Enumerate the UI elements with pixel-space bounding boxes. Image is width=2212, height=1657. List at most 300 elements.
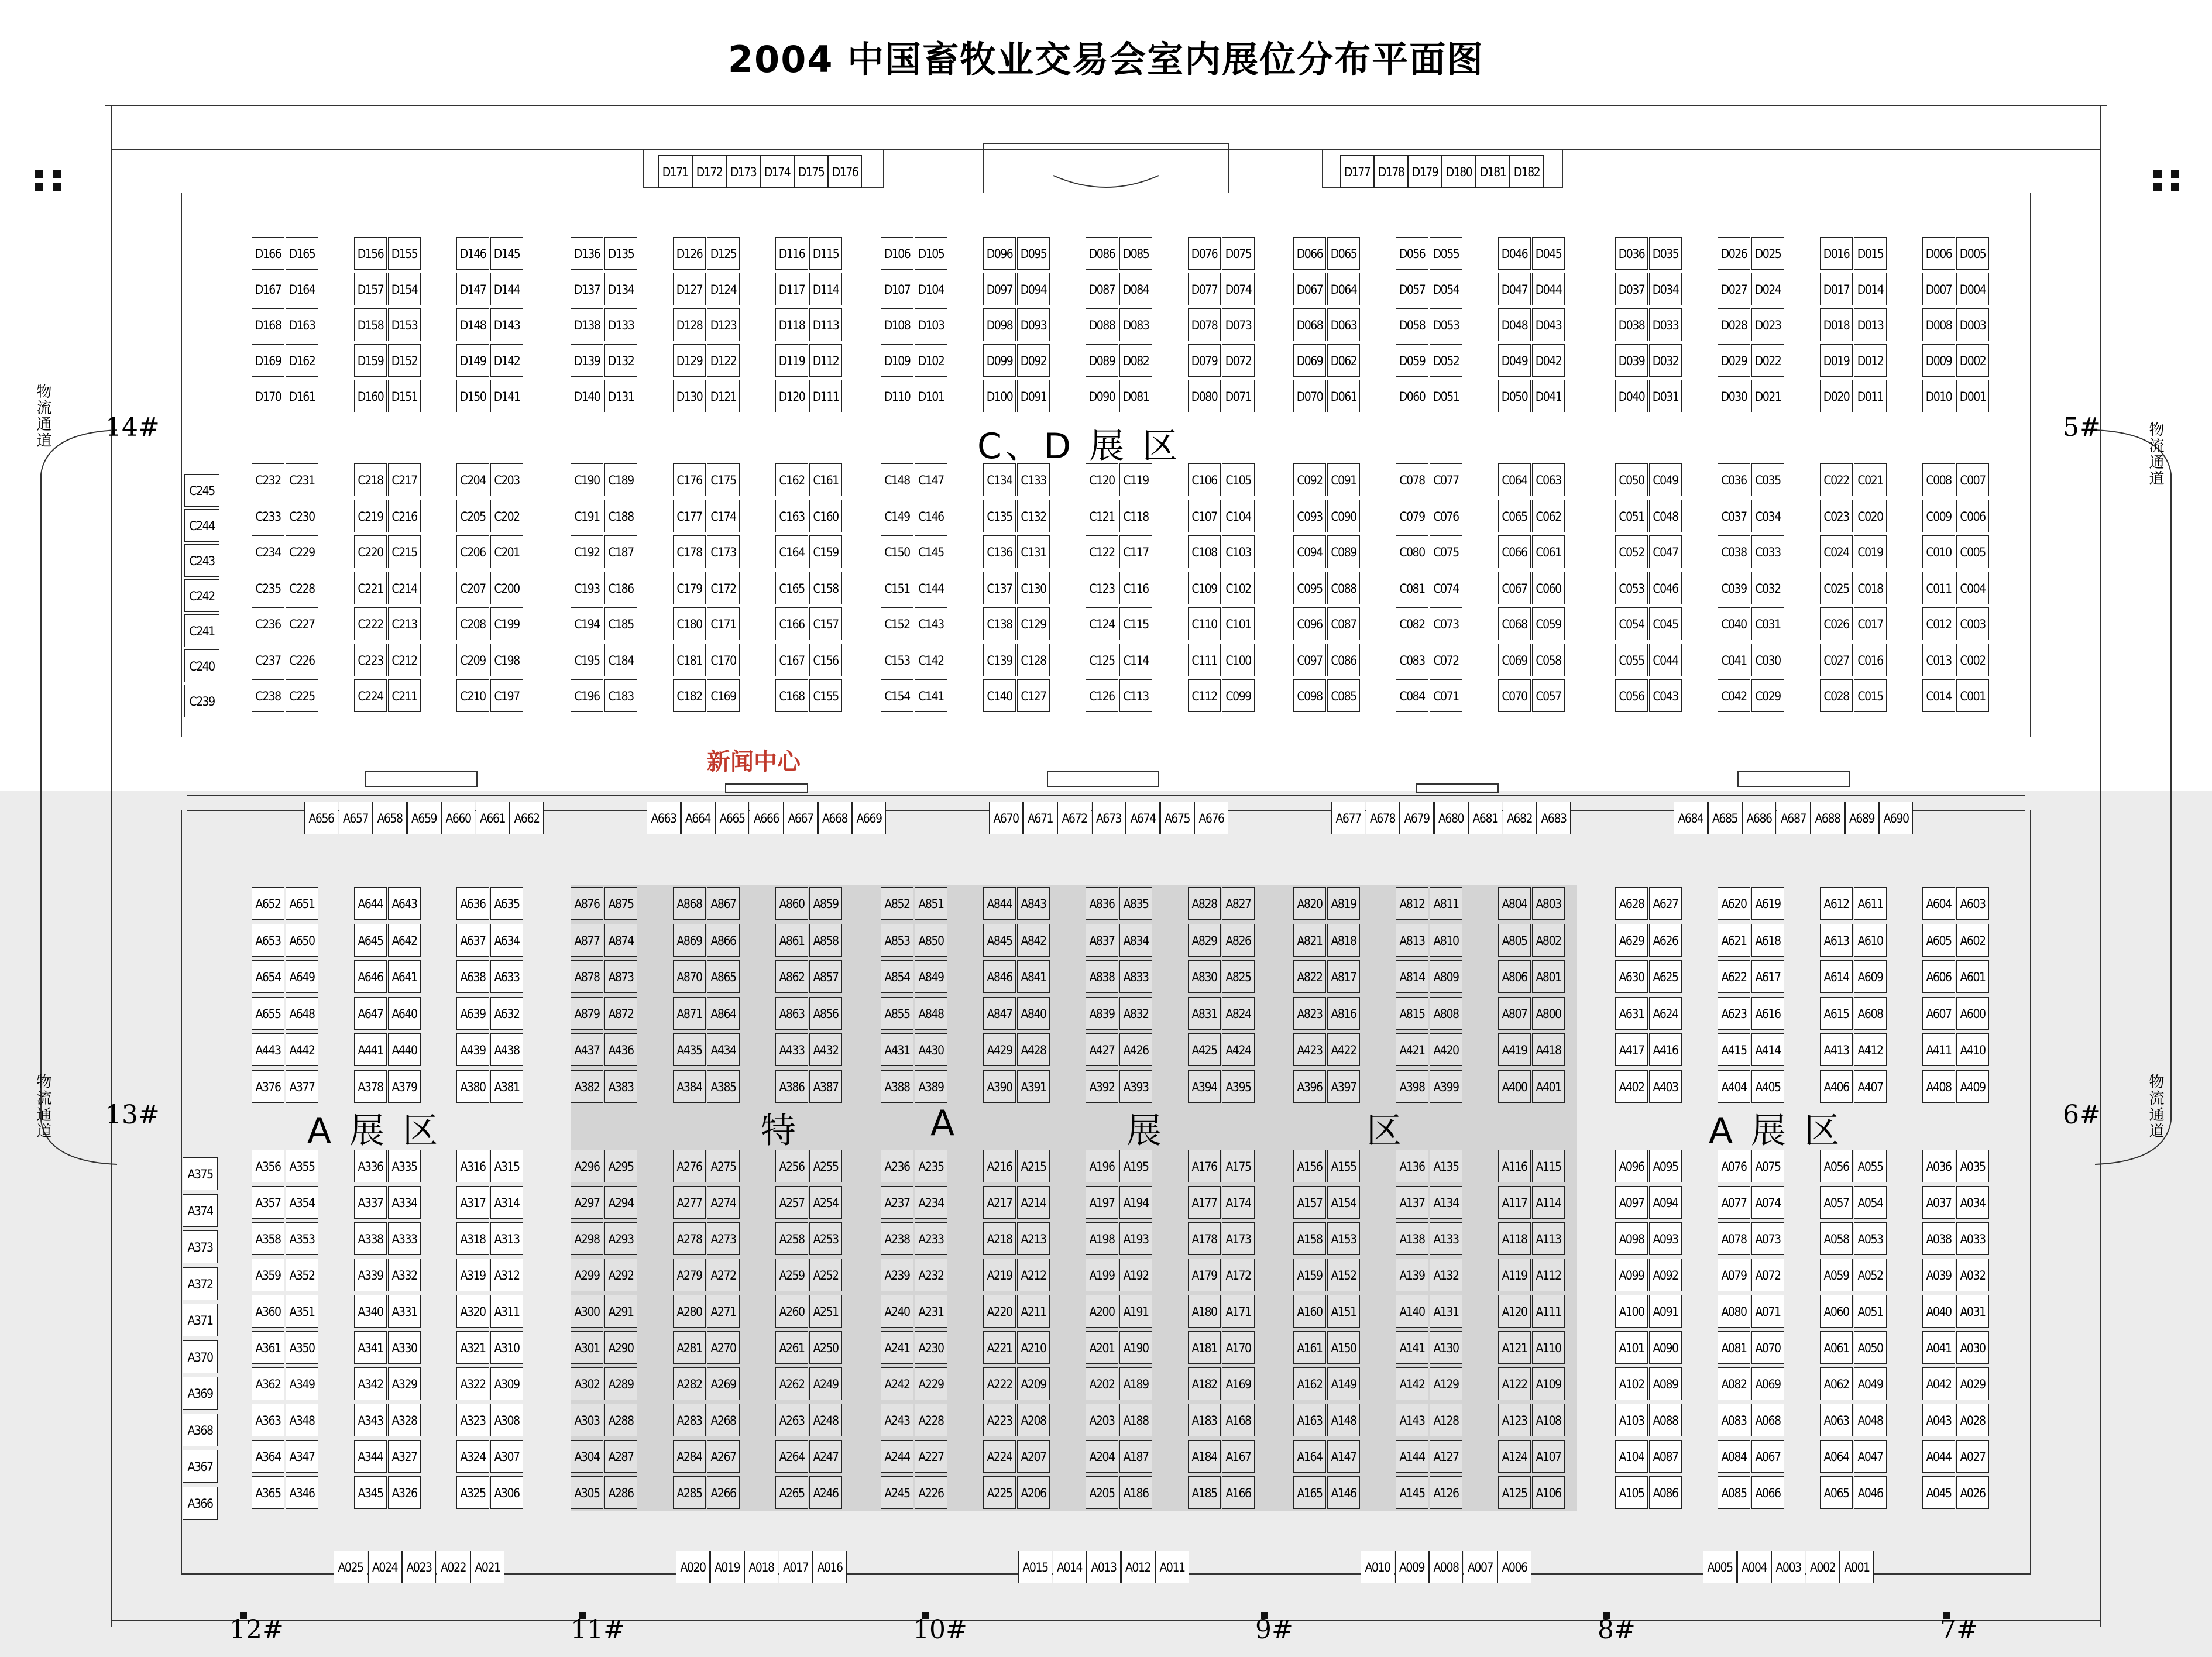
booth-d051[interactable]: D051	[1430, 380, 1462, 412]
booth-a657[interactable]: A657	[339, 802, 373, 834]
booth-a390[interactable]: A390	[983, 1070, 1016, 1103]
booth-d166[interactable]: D166	[252, 237, 284, 270]
booth-a107[interactable]: A107	[1532, 1440, 1565, 1473]
booth-a384[interactable]: A384	[673, 1070, 706, 1103]
booth-d073[interactable]: D073	[1222, 308, 1255, 341]
booth-a255[interactable]: A255	[809, 1150, 842, 1182]
booth-c095[interactable]: C095	[1293, 572, 1326, 604]
booth-a317[interactable]: A317	[456, 1186, 489, 1219]
booth-c043[interactable]: C043	[1649, 679, 1682, 712]
booth-d091[interactable]: D091	[1017, 380, 1050, 412]
booth-a633[interactable]: A633	[490, 960, 523, 993]
booth-a358[interactable]: A358	[252, 1222, 284, 1255]
booth-a813[interactable]: A813	[1396, 924, 1428, 957]
booth-a303[interactable]: A303	[571, 1404, 603, 1436]
booth-c022[interactable]: C022	[1820, 463, 1853, 496]
booth-c097[interactable]: C097	[1293, 644, 1326, 676]
booth-d089[interactable]: D089	[1086, 344, 1118, 377]
booth-a388[interactable]: A388	[881, 1070, 913, 1103]
booth-d112[interactable]: D112	[809, 344, 842, 377]
booth-c215[interactable]: C215	[388, 535, 421, 568]
booth-a413[interactable]: A413	[1820, 1033, 1853, 1066]
booth-d034[interactable]: D034	[1649, 273, 1682, 305]
booth-c211[interactable]: C211	[388, 679, 421, 712]
booth-a305[interactable]: A305	[571, 1476, 603, 1509]
booth-d015[interactable]: D015	[1854, 237, 1887, 270]
booth-a243[interactable]: A243	[881, 1404, 913, 1436]
booth-c166[interactable]: C166	[775, 607, 808, 640]
booth-a098[interactable]: A098	[1615, 1222, 1648, 1255]
booth-a257[interactable]: A257	[775, 1186, 808, 1219]
booth-d096[interactable]: D096	[983, 237, 1016, 270]
booth-d047[interactable]: D047	[1498, 273, 1531, 305]
booth-a627[interactable]: A627	[1649, 887, 1682, 920]
booth-a368[interactable]: A368	[183, 1414, 218, 1446]
booth-a286[interactable]: A286	[604, 1476, 637, 1509]
booth-a230[interactable]: A230	[915, 1331, 947, 1364]
booth-a872[interactable]: A872	[604, 997, 637, 1030]
booth-a875[interactable]: A875	[604, 887, 637, 920]
booth-a278[interactable]: A278	[673, 1222, 706, 1255]
booth-d093[interactable]: D093	[1017, 308, 1050, 341]
booth-c138[interactable]: C138	[983, 607, 1016, 640]
booth-c082[interactable]: C082	[1396, 607, 1428, 640]
booth-d012[interactable]: D012	[1854, 344, 1887, 377]
booth-a860[interactable]: A860	[775, 887, 808, 920]
booth-c180[interactable]: C180	[673, 607, 706, 640]
booth-a806[interactable]: A806	[1498, 960, 1531, 993]
booth-c025[interactable]: C025	[1820, 572, 1853, 604]
booth-a869[interactable]: A869	[673, 924, 706, 957]
booth-a048[interactable]: A048	[1854, 1404, 1887, 1436]
booth-a029[interactable]: A029	[1956, 1367, 1989, 1400]
booth-a244[interactable]: A244	[881, 1440, 913, 1473]
booth-d027[interactable]: D027	[1718, 273, 1750, 305]
booth-d179[interactable]: D179	[1408, 155, 1442, 188]
booth-c105[interactable]: C105	[1222, 463, 1255, 496]
booth-c010[interactable]: C010	[1922, 535, 1955, 568]
booth-c193[interactable]: C193	[571, 572, 603, 604]
booth-c109[interactable]: C109	[1188, 572, 1221, 604]
booth-d163[interactable]: D163	[286, 308, 318, 341]
booth-c031[interactable]: C031	[1751, 607, 1784, 640]
booth-d136[interactable]: D136	[571, 237, 603, 270]
booth-c118[interactable]: C118	[1119, 500, 1152, 532]
booth-a632[interactable]: A632	[490, 997, 523, 1030]
booth-a260[interactable]: A260	[775, 1295, 808, 1328]
booth-a849[interactable]: A849	[915, 960, 947, 993]
booth-a092[interactable]: A092	[1649, 1259, 1682, 1291]
booth-a365[interactable]: A365	[252, 1476, 284, 1509]
booth-a442[interactable]: A442	[286, 1033, 318, 1066]
booth-a618[interactable]: A618	[1751, 924, 1784, 957]
booth-a878[interactable]: A878	[571, 960, 603, 993]
booth-c012[interactable]: C012	[1922, 607, 1955, 640]
booth-a876[interactable]: A876	[571, 887, 603, 920]
booth-a091[interactable]: A091	[1649, 1295, 1682, 1328]
booth-a298[interactable]: A298	[571, 1222, 603, 1255]
booth-d114[interactable]: D114	[809, 273, 842, 305]
booth-a373[interactable]: A373	[183, 1230, 218, 1263]
booth-d055[interactable]: D055	[1430, 237, 1462, 270]
booth-d120[interactable]: D120	[775, 380, 808, 412]
booth-c128[interactable]: C128	[1017, 644, 1050, 676]
booth-c032[interactable]: C032	[1751, 572, 1784, 604]
booth-a226[interactable]: A226	[915, 1476, 947, 1509]
booth-a678[interactable]: A678	[1366, 802, 1400, 834]
booth-c179[interactable]: C179	[673, 572, 706, 604]
booth-a670[interactable]: A670	[989, 802, 1023, 834]
booth-a653[interactable]: A653	[252, 924, 284, 957]
booth-c212[interactable]: C212	[388, 644, 421, 676]
booth-c021[interactable]: C021	[1854, 463, 1887, 496]
booth-c094[interactable]: C094	[1293, 535, 1326, 568]
booth-c231[interactable]: C231	[286, 463, 318, 496]
booth-a807[interactable]: A807	[1498, 997, 1531, 1030]
booth-a031[interactable]: A031	[1956, 1295, 1989, 1328]
booth-a614[interactable]: A614	[1820, 960, 1853, 993]
booth-c058[interactable]: C058	[1532, 644, 1565, 676]
booth-c200[interactable]: C200	[490, 572, 523, 604]
booth-a280[interactable]: A280	[673, 1295, 706, 1328]
booth-a209[interactable]: A209	[1017, 1367, 1050, 1400]
booth-a194[interactable]: A194	[1119, 1186, 1152, 1219]
booth-a232[interactable]: A232	[915, 1259, 947, 1291]
booth-a218[interactable]: A218	[983, 1222, 1016, 1255]
booth-d092[interactable]: D092	[1017, 344, 1050, 377]
booth-c107[interactable]: C107	[1188, 500, 1221, 532]
booth-c137[interactable]: C137	[983, 572, 1016, 604]
booth-c091[interactable]: C091	[1327, 463, 1360, 496]
booth-d098[interactable]: D098	[983, 308, 1016, 341]
booth-c183[interactable]: C183	[604, 679, 637, 712]
booth-c144[interactable]: C144	[915, 572, 947, 604]
booth-c009[interactable]: C009	[1922, 500, 1955, 532]
booth-a357[interactable]: A357	[252, 1186, 284, 1219]
booth-d002[interactable]: D002	[1956, 344, 1989, 377]
booth-a059[interactable]: A059	[1820, 1259, 1853, 1291]
booth-a225[interactable]: A225	[983, 1476, 1016, 1509]
booth-c235[interactable]: C235	[252, 572, 284, 604]
booth-a398[interactable]: A398	[1396, 1070, 1428, 1103]
booth-a215[interactable]: A215	[1017, 1150, 1050, 1182]
booth-a084[interactable]: A084	[1718, 1440, 1750, 1473]
booth-d175[interactable]: D175	[794, 155, 828, 188]
booth-c170[interactable]: C170	[707, 644, 740, 676]
booth-a246[interactable]: A246	[809, 1476, 842, 1509]
booth-a827[interactable]: A827	[1222, 887, 1255, 920]
booth-c142[interactable]: C142	[915, 644, 947, 676]
booth-c073[interactable]: C073	[1430, 607, 1462, 640]
booth-c093[interactable]: C093	[1293, 500, 1326, 532]
booth-a340[interactable]: A340	[354, 1295, 387, 1328]
booth-a336[interactable]: A336	[354, 1150, 387, 1182]
booth-a393[interactable]: A393	[1119, 1070, 1152, 1103]
booth-c006[interactable]: C006	[1956, 500, 1989, 532]
booth-a097[interactable]: A097	[1615, 1186, 1648, 1219]
booth-a030[interactable]: A030	[1956, 1331, 1989, 1364]
booth-a071[interactable]: A071	[1751, 1295, 1784, 1328]
booth-c081[interactable]: C081	[1396, 572, 1428, 604]
booth-c099[interactable]: C099	[1222, 679, 1255, 712]
booth-d036[interactable]: D036	[1615, 237, 1648, 270]
booth-d180[interactable]: D180	[1442, 155, 1476, 188]
booth-a874[interactable]: A874	[604, 924, 637, 957]
booth-c172[interactable]: C172	[707, 572, 740, 604]
booth-a635[interactable]: A635	[490, 887, 523, 920]
booth-a420[interactable]: A420	[1430, 1033, 1462, 1066]
booth-a361[interactable]: A361	[252, 1331, 284, 1364]
booth-a007[interactable]: A007	[1464, 1551, 1497, 1583]
booth-a426[interactable]: A426	[1119, 1033, 1152, 1066]
booth-d142[interactable]: D142	[490, 344, 523, 377]
booth-c038[interactable]: C038	[1718, 535, 1750, 568]
booth-a296[interactable]: A296	[571, 1150, 603, 1182]
booth-a014[interactable]: A014	[1053, 1551, 1087, 1583]
booth-a815[interactable]: A815	[1396, 997, 1428, 1030]
booth-a404[interactable]: A404	[1718, 1070, 1750, 1103]
booth-a391[interactable]: A391	[1017, 1070, 1050, 1103]
booth-a130[interactable]: A130	[1430, 1331, 1462, 1364]
booth-d054[interactable]: D054	[1430, 273, 1462, 305]
booth-a346[interactable]: A346	[286, 1476, 318, 1509]
booth-a231[interactable]: A231	[915, 1295, 947, 1328]
booth-c226[interactable]: C226	[286, 644, 318, 676]
booth-a069[interactable]: A069	[1751, 1367, 1784, 1400]
booth-d064[interactable]: D064	[1327, 273, 1360, 305]
booth-c129[interactable]: C129	[1017, 607, 1050, 640]
booth-a241[interactable]: A241	[881, 1331, 913, 1364]
booth-a430[interactable]: A430	[915, 1033, 947, 1066]
booth-a284[interactable]: A284	[673, 1440, 706, 1473]
booth-a877[interactable]: A877	[571, 924, 603, 957]
booth-a164[interactable]: A164	[1293, 1440, 1326, 1473]
booth-a800[interactable]: A800	[1532, 997, 1565, 1030]
booth-a210[interactable]: A210	[1017, 1331, 1050, 1364]
booth-a682[interactable]: A682	[1503, 802, 1537, 834]
booth-d174[interactable]: D174	[760, 155, 794, 188]
booth-a122[interactable]: A122	[1498, 1367, 1531, 1400]
booth-c225[interactable]: C225	[286, 679, 318, 712]
booth-a240[interactable]: A240	[881, 1295, 913, 1328]
booth-c182[interactable]: C182	[673, 679, 706, 712]
booth-a396[interactable]: A396	[1293, 1070, 1326, 1103]
booth-c195[interactable]: C195	[571, 644, 603, 676]
booth-c223[interactable]: C223	[354, 644, 387, 676]
booth-d148[interactable]: D148	[456, 308, 489, 341]
booth-a641[interactable]: A641	[388, 960, 421, 993]
booth-a399[interactable]: A399	[1430, 1070, 1462, 1103]
booth-d154[interactable]: D154	[388, 273, 421, 305]
booth-a197[interactable]: A197	[1086, 1186, 1118, 1219]
booth-a025[interactable]: A025	[334, 1551, 367, 1583]
booth-d078[interactable]: D078	[1188, 308, 1221, 341]
booth-a671[interactable]: A671	[1023, 802, 1057, 834]
booth-c049[interactable]: C049	[1649, 463, 1682, 496]
booth-a120[interactable]: A120	[1498, 1295, 1531, 1328]
booth-c157[interactable]: C157	[809, 607, 842, 640]
booth-d042[interactable]: D042	[1532, 344, 1565, 377]
booth-d017[interactable]: D017	[1820, 273, 1853, 305]
booth-d019[interactable]: D019	[1820, 344, 1853, 377]
booth-a363[interactable]: A363	[252, 1404, 284, 1436]
booth-a409[interactable]: A409	[1956, 1070, 1989, 1103]
booth-c053[interactable]: C053	[1615, 572, 1648, 604]
booth-a153[interactable]: A153	[1327, 1222, 1360, 1255]
booth-a159[interactable]: A159	[1293, 1259, 1326, 1291]
booth-d147[interactable]: D147	[456, 273, 489, 305]
booth-a432[interactable]: A432	[809, 1033, 842, 1066]
booth-a636[interactable]: A636	[456, 887, 489, 920]
booth-c165[interactable]: C165	[775, 572, 808, 604]
booth-a295[interactable]: A295	[604, 1150, 637, 1182]
booth-d117[interactable]: D117	[775, 273, 808, 305]
booth-d033[interactable]: D033	[1649, 308, 1682, 341]
booth-c037[interactable]: C037	[1718, 500, 1750, 532]
booth-c176[interactable]: C176	[673, 463, 706, 496]
booth-c136[interactable]: C136	[983, 535, 1016, 568]
booth-a379[interactable]: A379	[388, 1070, 421, 1103]
booth-c150[interactable]: C150	[881, 535, 913, 568]
booth-d162[interactable]: D162	[286, 344, 318, 377]
booth-d031[interactable]: D031	[1649, 380, 1682, 412]
booth-d026[interactable]: D026	[1718, 237, 1750, 270]
booth-a350[interactable]: A350	[286, 1331, 318, 1364]
booth-d060[interactable]: D060	[1396, 380, 1428, 412]
booth-a859[interactable]: A859	[809, 887, 842, 920]
booth-a171[interactable]: A171	[1222, 1295, 1255, 1328]
booth-a106[interactable]: A106	[1532, 1476, 1565, 1509]
booth-a622[interactable]: A622	[1718, 960, 1750, 993]
booth-a843[interactable]: A843	[1017, 887, 1050, 920]
booth-c113[interactable]: C113	[1119, 679, 1152, 712]
booth-a330[interactable]: A330	[388, 1331, 421, 1364]
booth-a857[interactable]: A857	[809, 960, 842, 993]
booth-c154[interactable]: C154	[881, 679, 913, 712]
booth-a854[interactable]: A854	[881, 960, 913, 993]
booth-a140[interactable]: A140	[1396, 1295, 1428, 1328]
booth-a192[interactable]: A192	[1119, 1259, 1152, 1291]
booth-c075[interactable]: C075	[1430, 535, 1462, 568]
booth-d081[interactable]: D081	[1119, 380, 1152, 412]
booth-a846[interactable]: A846	[983, 960, 1016, 993]
booth-a810[interactable]: A810	[1430, 924, 1462, 957]
booth-a674[interactable]: A674	[1126, 802, 1160, 834]
booth-d128[interactable]: D128	[673, 308, 706, 341]
booth-a302[interactable]: A302	[571, 1367, 603, 1400]
booth-a352[interactable]: A352	[286, 1259, 318, 1291]
booth-a411[interactable]: A411	[1922, 1033, 1955, 1066]
booth-a685[interactable]: A685	[1708, 802, 1742, 834]
booth-a195[interactable]: A195	[1119, 1150, 1152, 1182]
booth-a138[interactable]: A138	[1396, 1222, 1428, 1255]
booth-d165[interactable]: D165	[286, 237, 318, 270]
booth-c112[interactable]: C112	[1188, 679, 1221, 712]
booth-c140[interactable]: C140	[983, 679, 1016, 712]
booth-d119[interactable]: D119	[775, 344, 808, 377]
booth-c030[interactable]: C030	[1751, 644, 1784, 676]
booth-c014[interactable]: C014	[1922, 679, 1955, 712]
booth-d083[interactable]: D083	[1119, 308, 1152, 341]
booth-a341[interactable]: A341	[354, 1331, 387, 1364]
booth-d030[interactable]: D030	[1718, 380, 1750, 412]
booth-d052[interactable]: D052	[1430, 344, 1462, 377]
booth-c202[interactable]: C202	[490, 500, 523, 532]
booth-c135[interactable]: C135	[983, 500, 1016, 532]
booth-c087[interactable]: C087	[1327, 607, 1360, 640]
booth-a096[interactable]: A096	[1615, 1150, 1648, 1182]
booth-d146[interactable]: D146	[456, 237, 489, 270]
booth-c020[interactable]: C020	[1854, 500, 1887, 532]
booth-c023[interactable]: C023	[1820, 500, 1853, 532]
booth-a325[interactable]: A325	[456, 1476, 489, 1509]
booth-a443[interactable]: A443	[252, 1033, 284, 1066]
booth-a829[interactable]: A829	[1188, 924, 1221, 957]
booth-c153[interactable]: C153	[881, 644, 913, 676]
booth-c194[interactable]: C194	[571, 607, 603, 640]
booth-a855[interactable]: A855	[881, 997, 913, 1030]
booth-d057[interactable]: D057	[1396, 273, 1428, 305]
booth-a844[interactable]: A844	[983, 887, 1016, 920]
booth-a121[interactable]: A121	[1498, 1331, 1531, 1364]
booth-c245[interactable]: C245	[184, 474, 219, 507]
booth-a425[interactable]: A425	[1188, 1033, 1221, 1066]
booth-d137[interactable]: D137	[571, 273, 603, 305]
booth-a604[interactable]: A604	[1922, 887, 1955, 920]
booth-c163[interactable]: C163	[775, 500, 808, 532]
booth-a196[interactable]: A196	[1086, 1150, 1118, 1182]
booth-c085[interactable]: C085	[1327, 679, 1360, 712]
booth-a304[interactable]: A304	[571, 1440, 603, 1473]
booth-a862[interactable]: A862	[775, 960, 808, 993]
booth-a137[interactable]: A137	[1396, 1186, 1428, 1219]
booth-a077[interactable]: A077	[1718, 1186, 1750, 1219]
booth-d160[interactable]: D160	[354, 380, 387, 412]
booth-a104[interactable]: A104	[1615, 1440, 1648, 1473]
booth-c063[interactable]: C063	[1532, 463, 1565, 496]
booth-d080[interactable]: D080	[1188, 380, 1221, 412]
booth-d173[interactable]: D173	[726, 155, 760, 188]
booth-a326[interactable]: A326	[388, 1476, 421, 1509]
booth-a100[interactable]: A100	[1615, 1295, 1648, 1328]
booth-a830[interactable]: A830	[1188, 960, 1221, 993]
booth-a312[interactable]: A312	[490, 1259, 523, 1291]
booth-c175[interactable]: C175	[707, 463, 740, 496]
booth-c233[interactable]: C233	[252, 500, 284, 532]
booth-a110[interactable]: A110	[1532, 1331, 1565, 1364]
booth-a145[interactable]: A145	[1396, 1476, 1428, 1509]
booth-d010[interactable]: D010	[1922, 380, 1955, 412]
booth-d088[interactable]: D088	[1086, 308, 1118, 341]
booth-a224[interactable]: A224	[983, 1440, 1016, 1473]
booth-a181[interactable]: A181	[1188, 1331, 1221, 1364]
booth-a067[interactable]: A067	[1751, 1440, 1784, 1473]
booth-a089[interactable]: A089	[1649, 1367, 1682, 1400]
booth-d132[interactable]: D132	[604, 344, 637, 377]
booth-a228[interactable]: A228	[915, 1404, 947, 1436]
booth-d123[interactable]: D123	[707, 308, 740, 341]
booth-a677[interactable]: A677	[1331, 802, 1365, 834]
booth-c083[interactable]: C083	[1396, 644, 1428, 676]
booth-a093[interactable]: A093	[1649, 1222, 1682, 1255]
booth-c001[interactable]: C001	[1956, 679, 1989, 712]
booth-c069[interactable]: C069	[1498, 644, 1531, 676]
booth-a842[interactable]: A842	[1017, 924, 1050, 957]
booth-c244[interactable]: C244	[184, 509, 219, 542]
booth-d087[interactable]: D087	[1086, 273, 1118, 305]
booth-a148[interactable]: A148	[1327, 1404, 1360, 1436]
booth-a178[interactable]: A178	[1188, 1222, 1221, 1255]
